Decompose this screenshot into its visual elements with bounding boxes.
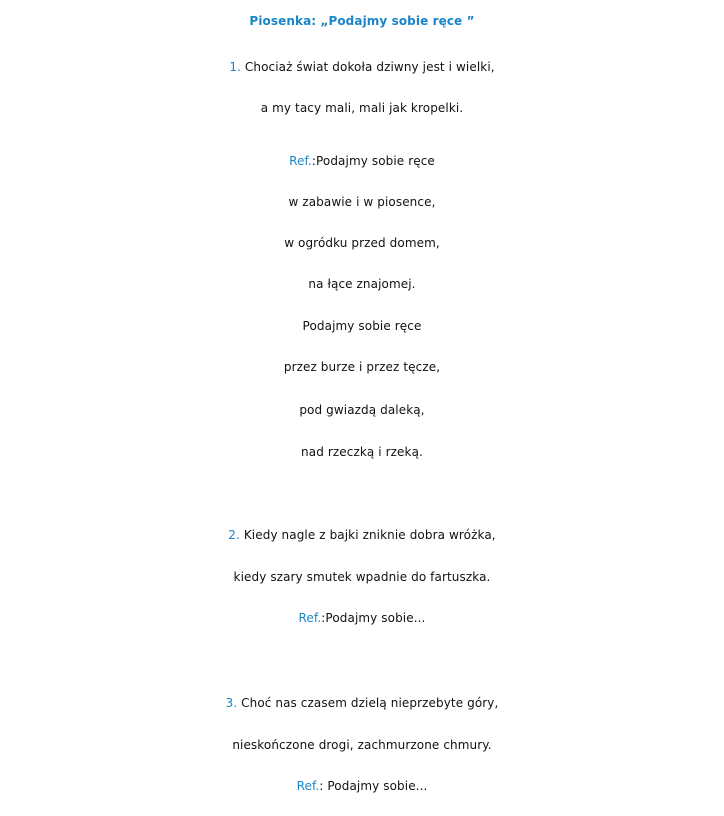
verse-1-number: 1. [229,60,241,74]
verse-3-line-1 [0,686,724,720]
verse-2-line-1 [0,518,724,552]
verse-2-number: 2. [228,528,240,542]
song-title: Piosenka: „Podajmy sobie ręce ” [249,14,475,28]
verse-3-refrain-text: : Podajmy sobie... [319,779,428,793]
verse-3-refrain [0,769,724,803]
refrain-label: Ref. [289,154,312,168]
verse-2-refrain [0,601,724,635]
verse-2-line-2: kiedy szary smutek wpadnie do fartuszka. [233,570,491,584]
refrain-text-1: :Podajmy sobie ręce [311,154,435,168]
refrain-line-2: w zabawie i w piosence, [288,195,436,209]
verse-2-text-1: Kiedy nagle z bajki zniknie dobra wróżka, [239,528,496,542]
refrain-line-4: na łące znajomej. [308,277,416,291]
refrain-line-1 [0,144,724,178]
refrain-line-8: nad rzeczką i rzeką. [301,445,423,459]
refrain-line-7: pod gwiazdą daleką, [299,403,425,417]
verse-2-refrain-text: :Podajmy sobie... [321,611,426,625]
verse-2-refrain-label: Ref. [298,611,322,625]
verse-3-line-2: nieskończone drogi, zachmurzone chmury. [232,738,492,752]
verse-3-text-1: Choć nas czasem dzielą nieprzebyte góry, [237,696,499,710]
verse-1-text-1: Chociaż świat dokoła dziwny jest i wielki, [240,60,495,74]
refrain-line-6: przez burze i przez tęcze, [283,360,441,374]
refrain-line-3: w ogródku przed domem, [284,236,440,250]
refrain-line-5: Podajmy sobie ręce [302,319,422,333]
verse-1-line-1 [0,50,724,84]
verse-1-line-2: a my tacy mali, mali jak kropelki. [260,101,464,115]
verse-3-refrain-label: Ref. [296,779,320,793]
verse-3-number: 3. [225,696,238,710]
